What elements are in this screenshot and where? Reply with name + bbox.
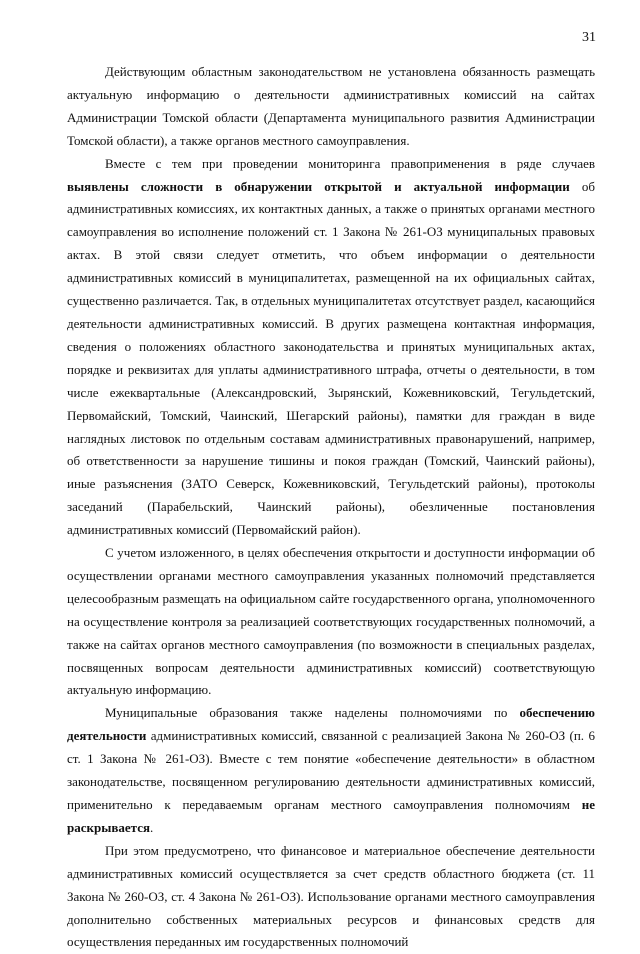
document-body: [67, 61, 595, 954]
page-number: 31: [582, 30, 596, 45]
bold-text-run: обеспечению деятельности: [67, 705, 595, 744]
text-run: Вместе с тем при проведении мониторинга правоприменения в ряде случаев: [105, 155, 595, 171]
text-run: об административных комиссиях, их контактных данных, а также о принятых органами местного самоуправления во исполнение положений ст. 1 Закона № 261-ОЗ муниципальных правовых актах. В этой связи следует отметить, что объем информации о деятельности административных комиссий в муниципалитетах, размещенной на их официальных сайтах, существенно различается. Так, в отдельных муниципалитетах отсутствует раздел, касающийся деятельности административных комиссий. В других размещена контактная информация, сведения о положениях областного законодательства и принятых муниципальных актах, порядке и реквизитах для уплаты административного штрафа, отчеты о деятельности, в том числе ежеквартальные (Александровский, Зырянский, Кожевниковский, Тегульдетский, Первомайский, Томский, Чаинский, Шегарский районы), памятки для граждан в виде наглядных листовок по отдельным составам административных правонарушений, например, об ответственности за нарушение тишины и покоя граждан (Томский, Чаинский районы), иные разъяснения (ЗАТО Северск, Кожевниковский, Тегульдетский районы), протоколы заседаний (Парабельский, Чаинский районы), обезличенные постановления административных комиссий (Первомайский район).: [67, 178, 595, 538]
bold-text-run: выявлены сложности в обнаружении открытой и актуальной информации: [67, 178, 570, 194]
paragraph: [67, 702, 595, 839]
paragraph: [67, 840, 595, 954]
text-run: При этом предусмотрено, что финансовое и материальное обеспечение деятельности административных комиссий осуществляется за счет средств областного бюджета (ст. 11 Закона № 260-ОЗ, ст. 4 Закона № 261-ОЗ). Использование органами местного самоуправления дополнительно собственных материальных ресурсов и финансовых средств для осуществления переданных им государственных полномочий: [67, 842, 595, 950]
text-run: С учетом изложенного, в целях обеспечения открытости и доступности информации об осуществлении органами местного самоуправления указанных полномочий представляется целесообразным размещать на официальном сайте государственного органа, уполномоченного на осуществление контроля за реализацией соответствующих государственных полномочий, а также на сайтах органов местного самоуправления (по возможности в специальных разделах, посвященных вопросам деятельности административных комиссий) соответствующую актуальную информацию.: [67, 545, 595, 698]
bold-text-run: не раскрывается: [67, 797, 595, 835]
text-run: Действующим областным законодательством не установлена обязанность размещать актуальную информацию о деятельности административных комиссий на сайтах Администрации Томской области (Департамента муниципального развития Администрации Томской области), а также органов местного самоуправления.: [67, 64, 595, 148]
text-run: .: [150, 819, 154, 835]
paragraph: [67, 61, 595, 153]
paragraph: [67, 542, 595, 702]
paragraph: [67, 153, 595, 542]
text-run: административных комиссий, связанной с реализацией Закона № 260-ОЗ (п. 6 ст. 1 Закона № 261-ОЗ). Вместе с тем понятие «обеспечение деятельности» в областном законодательстве, посвященном регулированию деятельности административных комиссий, применительно к передаваемым органам местного самоуправления полномочиям: [67, 728, 595, 812]
text-run: Муниципальные образования также наделены полномочиями по: [105, 705, 520, 721]
